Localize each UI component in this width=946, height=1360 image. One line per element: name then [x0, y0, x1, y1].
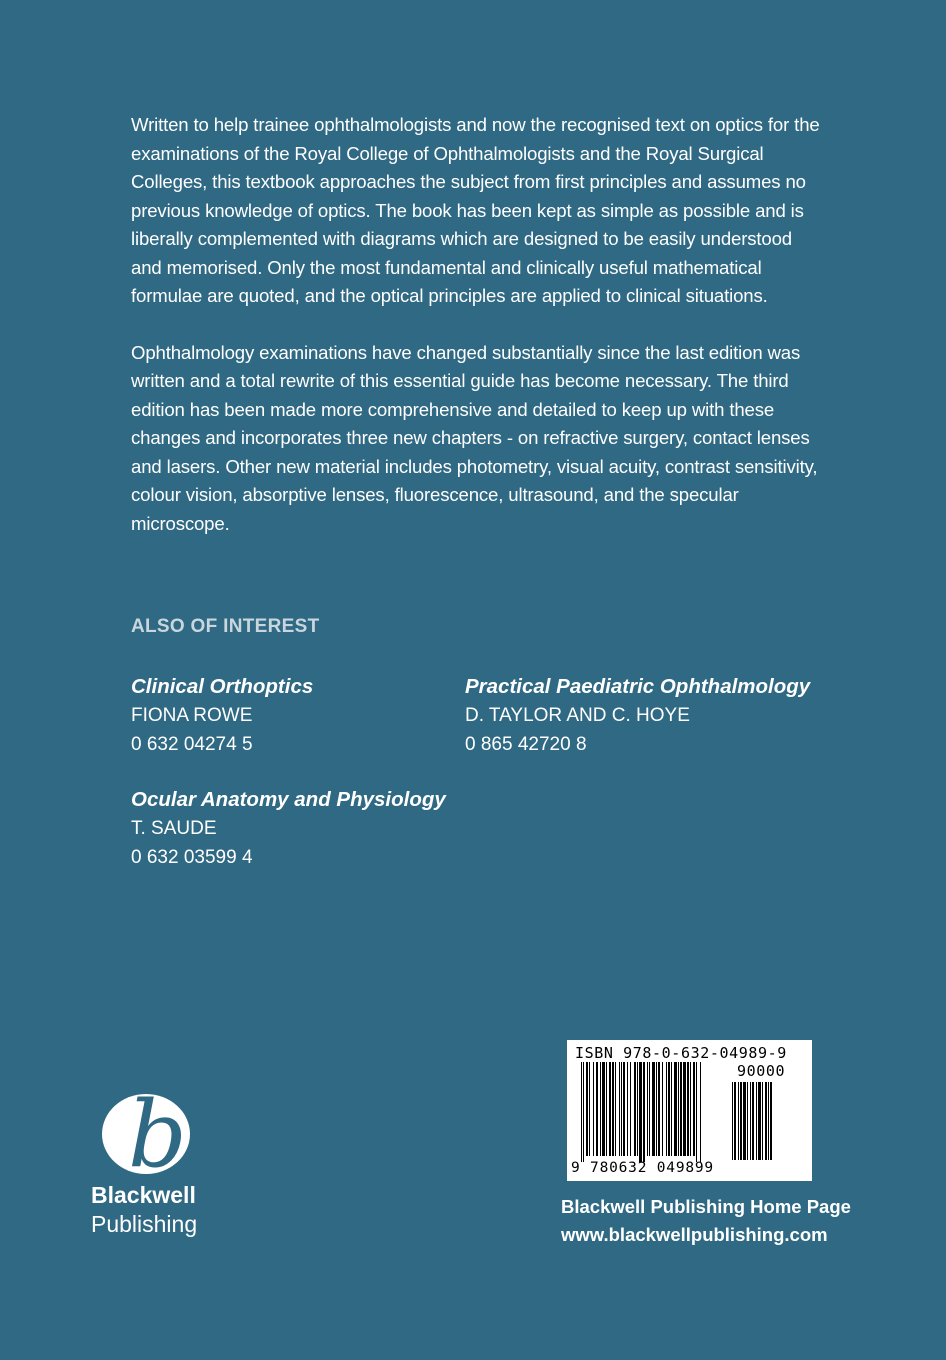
addon-barcode-bars	[732, 1082, 802, 1160]
book-author: T. SAUDE	[131, 818, 217, 839]
publisher-name	[91, 1181, 197, 1239]
related-book	[131, 785, 446, 872]
publisher-name-line1: Blackwell	[91, 1182, 196, 1208]
book-isbn: 0 632 03599 4	[131, 847, 253, 868]
blurb-paragraph-2: Ophthalmology examinations have changed substantially since the last edition was written and a total rewrite of this essential guide has become necessary. The third edition has been made more comprehensive and detailed to keep up with these changes and incorporates three new chapters - on refractive surgery, contact lenses and lasers. Other new material includes photometry, visual acuity, contrast sensitivity, colour vision, absorptive lenses, fluorescence, ultrasound, and the specular microscope.	[131, 341, 818, 534]
price-code: 90000	[737, 1062, 786, 1080]
isbn-label: ISBN 978-0-632-04989-9	[575, 1044, 787, 1062]
book-author: D. TAYLOR AND C. HOYE	[465, 705, 690, 726]
publisher-url[interactable]: www.blackwellpublishing.com	[561, 1224, 828, 1245]
book-title: Clinical Orthoptics	[131, 675, 314, 698]
ean-digits: 9 780632 049899	[571, 1160, 714, 1176]
blurb	[131, 111, 821, 566]
blurb-paragraph-1: Written to help trainee ophthalmologists and now the recognised text on optics for the examinations of the Royal College of Ophthalmologists and the Royal Surgical Colleges, this textbook approaches the subject from first principles and assumes no previous knowledge of optics. The book has been kept as simple as possible and is liberally complemented with diagrams which are designed to be easily understood and memorised. Only the most fundamental and clinically useful mathematical formulae are quoted, and the optical principles are applied to clinical situations.	[131, 114, 820, 306]
also-of-interest-heading: ALSO OF INTEREST	[131, 616, 320, 637]
barcode-bars	[581, 1062, 726, 1162]
related-book	[465, 672, 810, 759]
blackwell-logo-icon	[88, 1088, 198, 1183]
logo-letter: b	[128, 1088, 187, 1178]
related-book	[131, 672, 313, 759]
book-isbn: 0 632 04274 5	[131, 734, 253, 755]
isbn-barcode	[567, 1040, 812, 1181]
book-title: Practical Paediatric Ophthalmology	[465, 675, 811, 698]
book-title: Ocular Anatomy and Physiology	[131, 788, 446, 811]
publisher-web-info	[561, 1193, 851, 1249]
home-page-label: Blackwell Publishing Home Page	[561, 1196, 851, 1217]
book-author: FIONA ROWE	[131, 705, 253, 726]
publisher-name-line2: Publishing	[91, 1211, 198, 1237]
book-isbn: 0 865 42720 8	[465, 734, 587, 755]
